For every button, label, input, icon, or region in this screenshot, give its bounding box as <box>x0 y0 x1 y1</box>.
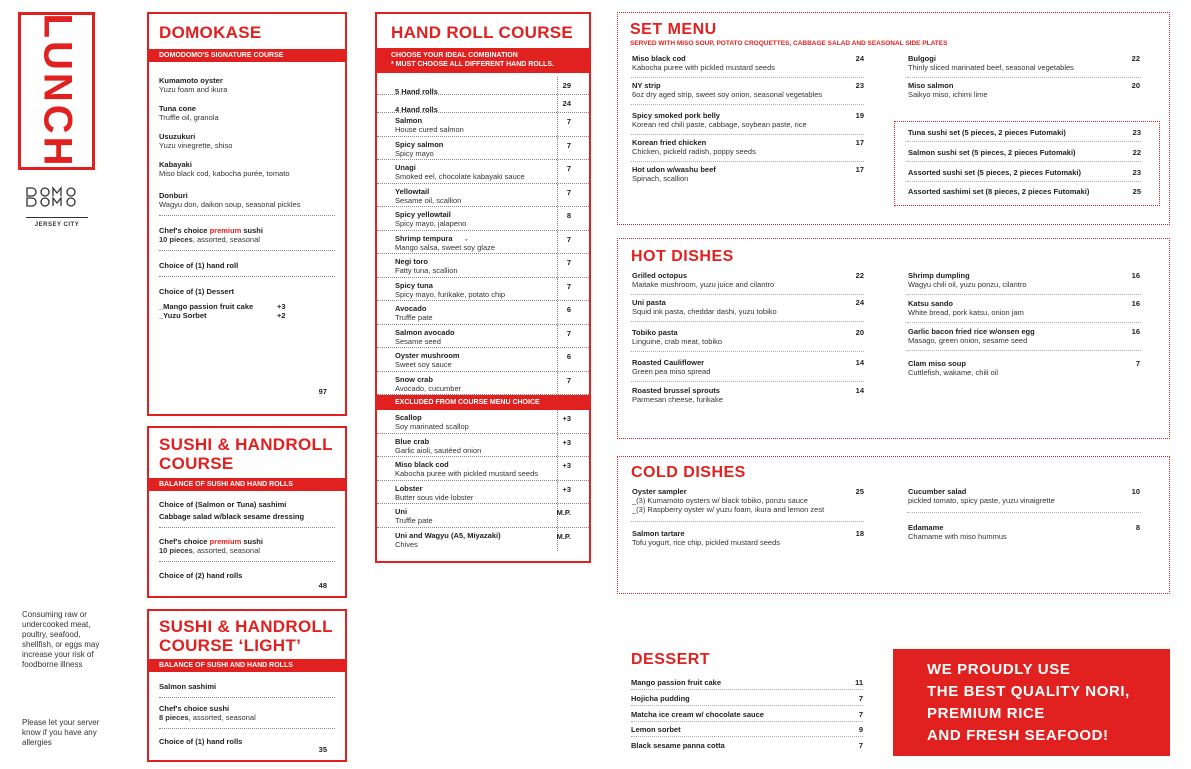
extra-roll-item: Uni Truffle pate M.P. <box>377 504 589 528</box>
hand-roll-item: Snow crab Avocado, cucumber 7 <box>377 372 589 396</box>
hot-dish-item: Clam miso soup Cuttlefish, wakame, chili oil 7 <box>908 359 1140 377</box>
hand-roll-item: Salmon House cured salmon 7 <box>377 113 589 137</box>
hand-roll-item: Unagi Smoked eel, chocolate kabayaki sauce 7 <box>377 160 589 184</box>
hot-dish-item: Roasted brussel sprouts Parmesan cheese, furikake 14 <box>632 386 864 404</box>
cold-dishes-title: COLD DISHES <box>631 464 746 481</box>
hot-dish-item: Garlic bacon fried rice w/onsen egg Masago, green onion, sesame seed 16 <box>908 327 1140 345</box>
hot-dish-item: Tobiko pasta Linguine, crab meat, tobiko 20 <box>632 328 864 346</box>
logo-mark <box>22 186 92 212</box>
cold-dish-item: Edamame Chamame with miso hummus 8 <box>908 523 1140 541</box>
sushi-handroll-subtitle: BALANCE OF SUSHI AND HAND ROLLS <box>149 478 345 491</box>
logo-city: JERSEY CITY <box>34 222 80 228</box>
sushi-light-box <box>147 609 347 762</box>
hand-roll-box <box>375 12 591 563</box>
dessert-item: Matcha ice cream w/ chocolate sauce 7 <box>631 706 863 722</box>
sushi-handroll-title: SUSHI & HANDROLL COURSE <box>159 435 333 473</box>
hand-roll-item: Negi toro Fatty tuna, scallion 7 <box>377 254 589 278</box>
extra-roll-item: Scallop Soy marinated scallop +3 <box>377 410 589 434</box>
course-option: 4 Hand rolls 24 <box>377 95 589 113</box>
lunch-badge <box>18 12 95 170</box>
set-menu-item: Miso salmon Saikyo miso, ichimi lime 20 <box>908 81 1140 99</box>
domokase-title: DOMOKASE <box>159 23 262 42</box>
dessert-item: Hojicha pudding 7 <box>631 690 863 706</box>
domokase-item: Tuna cone Truffle oil, granola <box>159 104 219 122</box>
sushi-course-line: Choice of (Salmon or Tuna) sashimi Cabbage salad w/black sesame dressing <box>159 500 305 521</box>
set-menu-item: Hot udon w/washu beef Spinach, scallion 17 <box>632 165 864 183</box>
extra-roll-item: Lobster Butter sous vide lobster +3 <box>377 481 589 505</box>
caret-mark: ˬ <box>465 231 468 241</box>
domokase-item: Kabayaki Miso black cod, kabocha purée, tomato <box>159 160 290 178</box>
sushi-course-chef: Chef's choice premium sushi 10 pieces, assorted, seasonal <box>159 537 263 555</box>
hand-roll-instructions: CHOOSE YOUR IDEAL COMBINATION * MUST CHOOSE ALL DIFFERENT HAND ROLLS. <box>377 48 589 73</box>
extra-roll-item: Miso black cod Kabocha puree with pickled mustard seeds +3 <box>377 457 589 481</box>
hand-roll-item: Spicy salmon Spicy mayo 7 <box>377 137 589 161</box>
cold-dish-item: Cucumber salad pickled tomato, spicy paste, yuzu vinaigrette 10 <box>908 487 1140 505</box>
hot-dish-item: Katsu sando White bread, pork katsu, onion jam 16 <box>908 299 1140 317</box>
sushi-course-price: 48 <box>318 581 327 590</box>
sushi-set-item: Tuna sushi set (5 pieces, 2 pieces Futomaki) 23 <box>908 128 1141 137</box>
promo-banner: WE PROUDLY USE THE BEST QUALITY NORI, PREMIUM RICE AND FRESH SEAFOOD! <box>893 649 1170 756</box>
domokase-subtitle: DOMODOMO'S SIGNATURE COURSE <box>149 49 345 62</box>
dessert-item: Lemon sorbet 9 <box>631 721 863 737</box>
hand-roll-item: Salmon avocado Sesame seed 7 <box>377 325 589 349</box>
extra-roll-item: Blue crab Garlic aioli, sautéed onion +3 <box>377 434 589 458</box>
sushi-light-price: 35 <box>318 745 327 754</box>
hand-roll-item: Spicy yellowtail Spicy mayo, jalapeno 8 <box>377 207 589 231</box>
extra-roll-item: Uni and Wagyu (A5, Miyazaki) Chives M.P. <box>377 528 589 552</box>
sushi-light-title: SUSHI & HANDROLL COURSE ‘LIGHT’ <box>159 617 333 655</box>
sushi-course-handrolls: Choice of (2) hand rolls <box>159 571 243 580</box>
domokase-item: Donburi Wagyu don, daikon soup, seasonal pickles <box>159 191 301 209</box>
sushi-light-handrolls: Choice of (1) hand rolls <box>159 737 243 746</box>
hot-dishes-title: HOT DISHES <box>631 248 734 265</box>
domokase-dessert: Choice of (1) Dessert _Mango passion fruit cake +3 _Yuzu Sorbet +2 <box>159 287 335 320</box>
set-menu-title: SET MENU <box>630 21 717 38</box>
set-menu-item: NY strip 6oz dry aged strip, sweet soy onion, seasonal vegetables 23 <box>632 81 864 99</box>
course-option: 5 Hand rolls 29 <box>377 77 589 95</box>
hot-dish-item: Roasted Cauliflower Green pea miso spread 14 <box>632 358 864 376</box>
set-menu-item: Bulgogi Thinly sliced marinated beef, seasonal vegetables 22 <box>908 54 1140 72</box>
hot-dish-item: Shrimp dumpling Wagyu chili oil, yuzu ponzu, cilantro 16 <box>908 271 1140 289</box>
hot-dish-item: Uni pasta Squid ink pasta, cheddar dashi, yuzu tobiko 24 <box>632 298 864 316</box>
lunch-label: LUNCH <box>35 13 79 169</box>
sushi-handroll-box <box>147 426 347 598</box>
dessert-option: _Mango passion fruit cake +3 <box>159 302 286 311</box>
cold-dish-item: Oyster sampler _(3) Kumamoto oysters w/ black tobiko, ponzu sauce _(3) Raspberry oyster w/ yuzu foam, ikura and lemon zest 25 <box>632 487 864 514</box>
sushi-light-subtitle: BALANCE OF SUSHI AND HAND ROLLS <box>149 659 345 672</box>
domokase-chef-sushi: Chef's choice premium sushi 10 pieces, assorted, seasonal <box>159 226 263 244</box>
hand-roll-title: HAND ROLL COURSE <box>391 23 574 42</box>
allergy-note: Please let your server know if you have any allergies <box>22 718 100 747</box>
dessert-item: Black sesame panna cotta 7 <box>631 741 863 750</box>
hot-dish-item: Grilled octopus Maitake mushroom, yuzu juice and cilantro 22 <box>632 271 864 289</box>
cold-dish-item: Salmon tartare Tofu yogurt, rice chip, pickled mustard seeds 18 <box>632 529 864 547</box>
set-menu-item: Spicy smoked pork belly Korean red chili paste, cabbage, soybean paste, rice 19 <box>632 111 864 129</box>
sushi-set-item: Assorted sashimi set (8 pieces, 2 pieces Futomaki) 25 <box>908 187 1141 196</box>
dessert-option: _Yuzu Sorbet +2 <box>159 311 286 320</box>
sushi-light-chef: Chef's choice sushi 8 pieces, assorted, seasonal <box>159 704 256 722</box>
raw-food-warning: Consuming raw or undercooked meat, poultry, seafood, shellfish, or eggs may increase your risk of foodborne illness <box>22 610 100 669</box>
sushi-set-item: Salmon sushi set (5 pieces, 2 pieces Futomaki) 22 <box>908 148 1141 157</box>
set-menu-item: Miso black cod Kabocha puree with pickled mustard seeds 24 <box>632 54 864 72</box>
hand-roll-item: Yellowtail Sesame oil, scallion 7 <box>377 184 589 208</box>
hand-roll-item: Avocado Truffle pate 6 <box>377 301 589 325</box>
excluded-bar: EXCLUDED FROM COURSE MENU CHOICE <box>377 395 589 410</box>
domokase-item: Usuzukuri Yuzu vinegrette, shiso <box>159 132 233 150</box>
sushi-light-line: Salmon sashimi <box>159 682 217 691</box>
set-menu-subtitle: SERVED WITH MISO SOUP, POTATO CROQUETTES, CABBAGE SALAD AND SEASONAL SIDE PLATES <box>630 40 948 47</box>
domokase-price: 97 <box>318 387 327 396</box>
domokase-item: Kumamoto oyster Yuzu foam and ikura <box>159 76 228 94</box>
hand-roll-item: Oyster mushroom Sweet soy sauce 6 <box>377 348 589 372</box>
set-menu-item: Korean fried chicken Chicken, pickeld radish, poppy seeds 17 <box>632 138 864 156</box>
sushi-set-item: Assorted sushi set (5 pieces, 2 pieces Futomaki) 23 <box>908 168 1141 177</box>
dessert-title: DESSERT <box>631 651 711 668</box>
dessert-item: Mango passion fruit cake 11 <box>631 674 863 690</box>
domokase-box <box>147 12 347 416</box>
domokase-handroll: Choice of (1) hand roll <box>159 261 239 270</box>
hand-roll-item: Spicy tuna Spicy mayo, furikake, potato chip 7 <box>377 278 589 302</box>
hand-roll-item: Shrimp tempura Mango salsa, sweet soy glaze 7 ˬ <box>377 231 589 255</box>
domodomo-logo <box>22 186 92 228</box>
logo-glyph <box>25 186 89 208</box>
